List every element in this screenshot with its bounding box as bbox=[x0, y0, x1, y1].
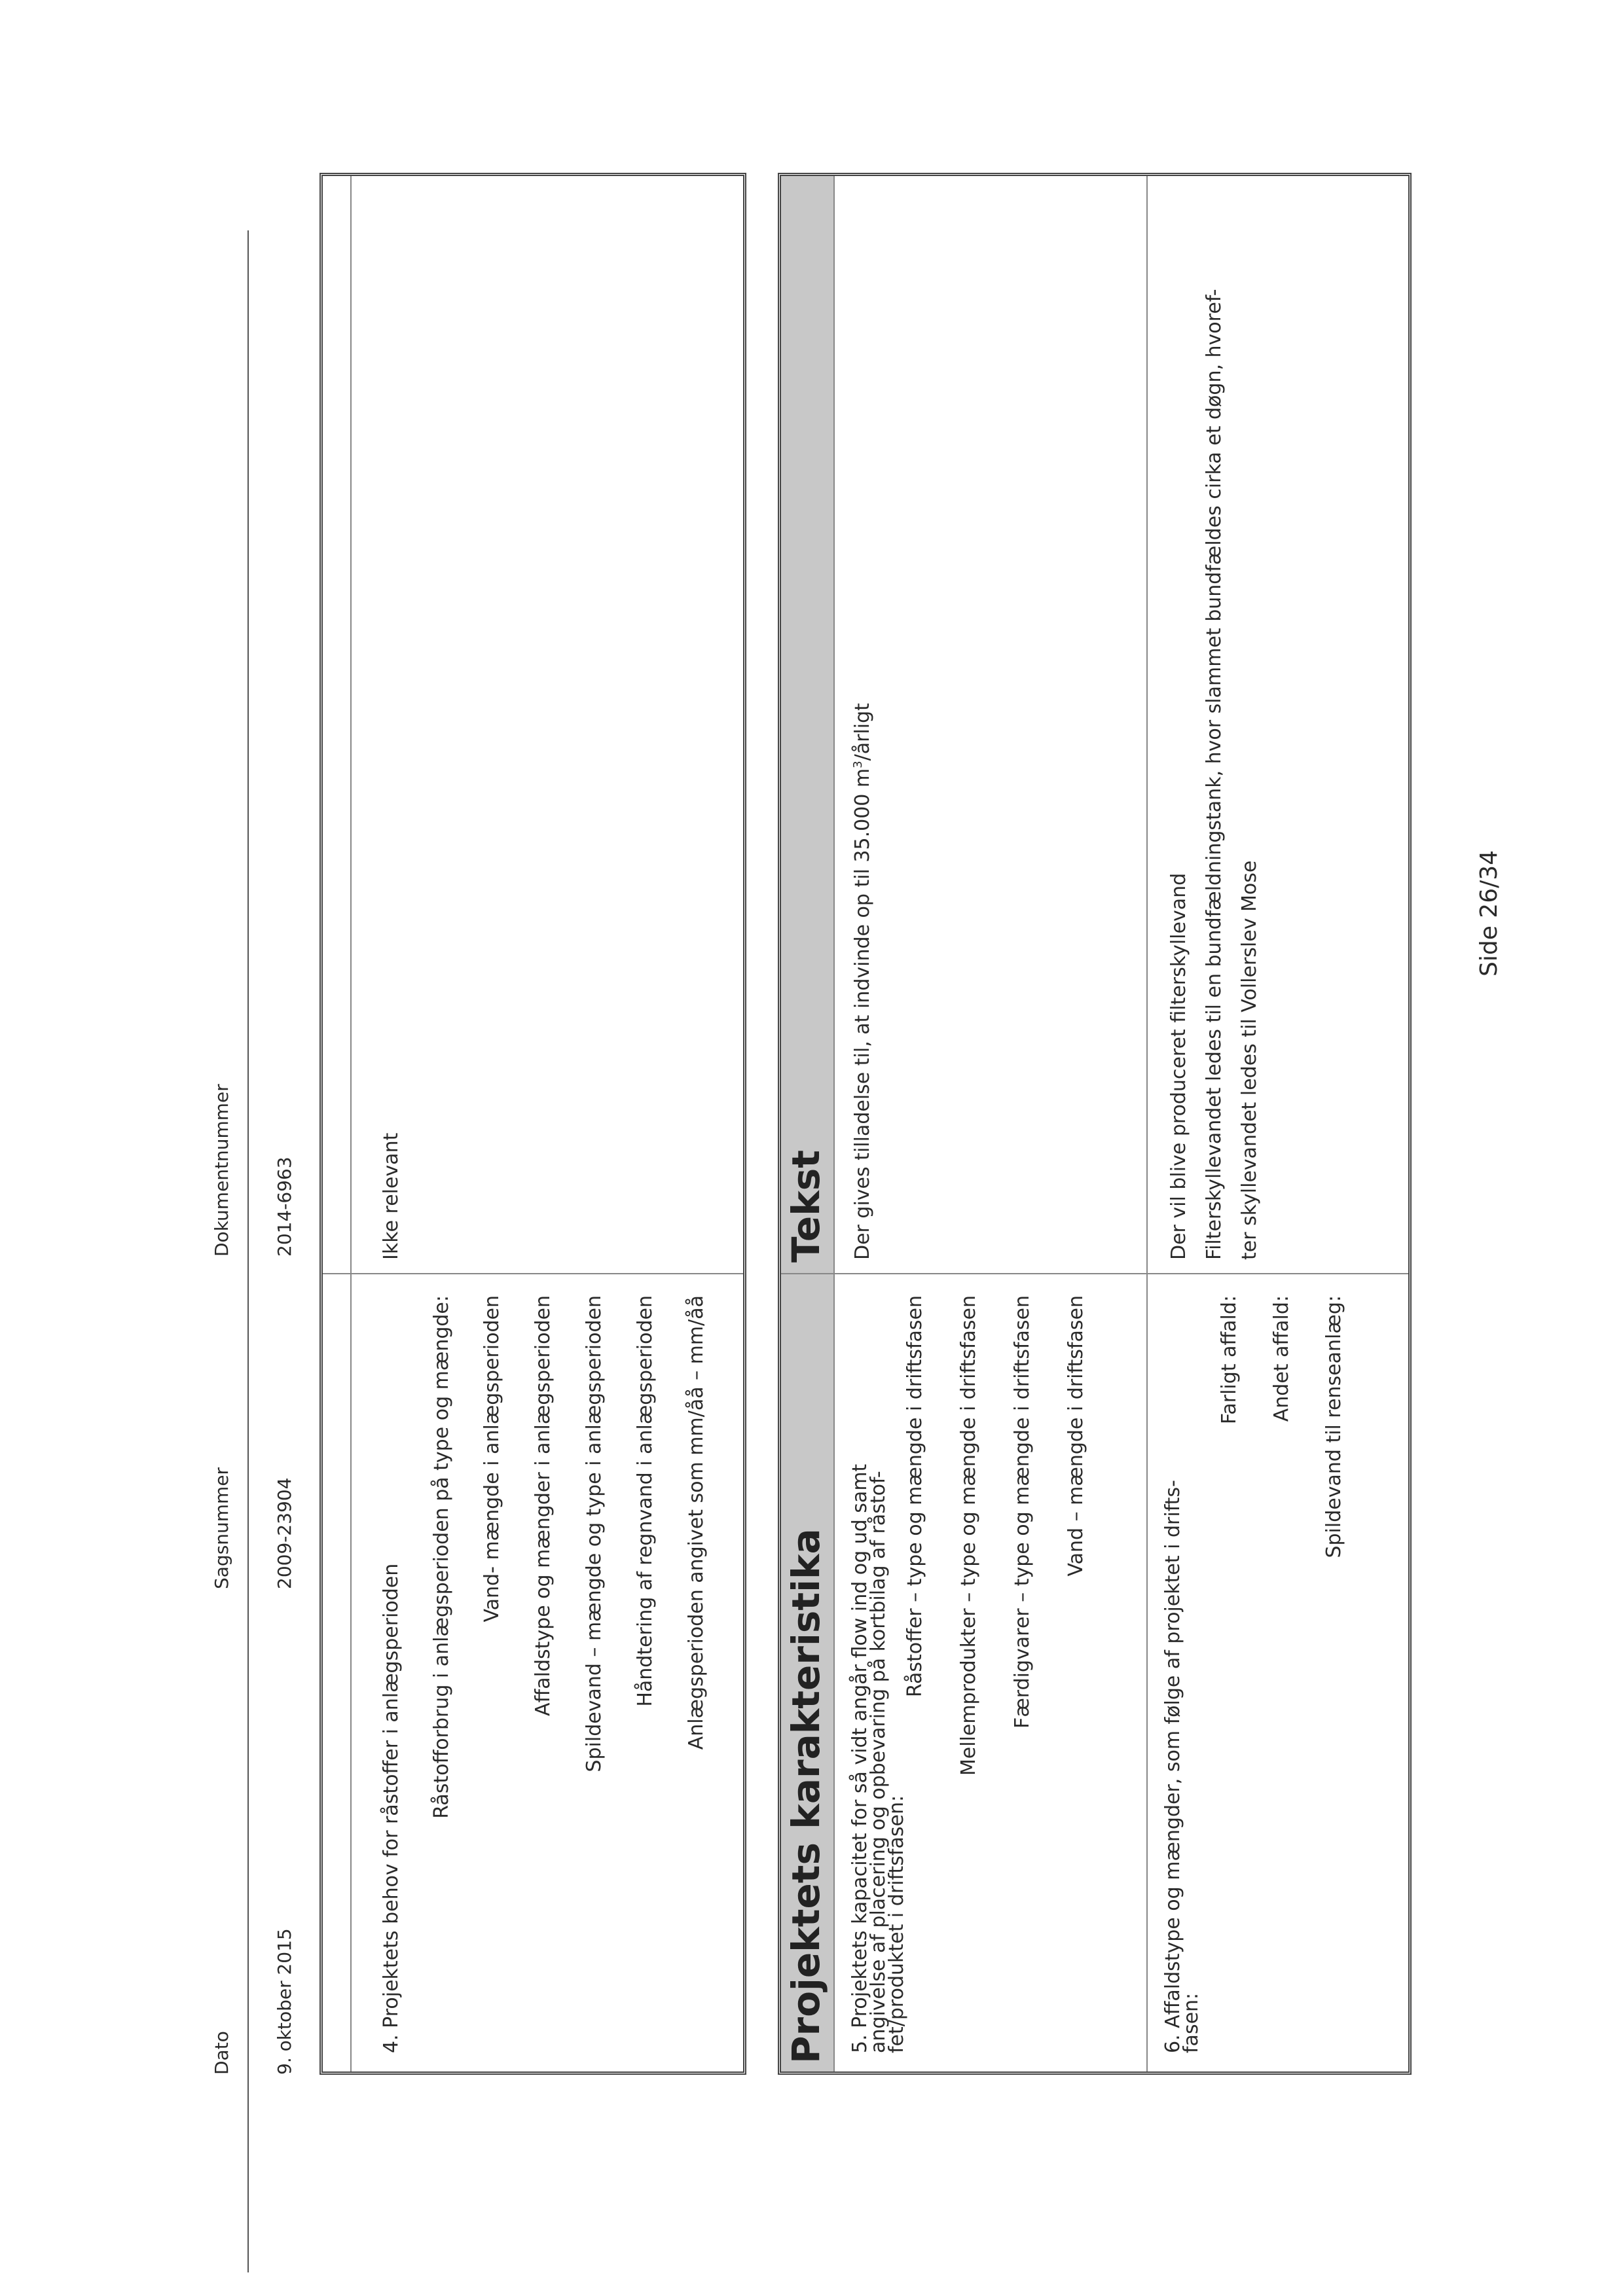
document-number-label: Dokumentnummer bbox=[211, 1084, 232, 1257]
item5-line: fet/produktet i driftsfasen: bbox=[885, 1795, 908, 2053]
item5-row: Råstoffer – type og mængde i driftsfasen bbox=[903, 1295, 926, 1698]
item5-row: Mellemprodukter – type og mængde i driftsfasen bbox=[957, 1295, 980, 1776]
item6-row: Farligt affald: bbox=[1218, 1295, 1241, 1425]
item4-title: 4. Projektets behov for råstoffer i anlægsperioden bbox=[380, 1563, 403, 2053]
heading-project-characteristics: Projektets karakteristika bbox=[784, 1528, 828, 2064]
row-divider bbox=[1146, 176, 1148, 2072]
item5-line: angivelse af placering og opbevaring på kortbilag af råstof- bbox=[867, 1471, 890, 2053]
item6-line: fasen: bbox=[1180, 1992, 1203, 2053]
page-number: Side 26/34 bbox=[1476, 850, 1503, 977]
item4-row: Anlægsperioden angivet som mm/åå – mm/åå bbox=[685, 1295, 708, 1750]
item5-answer-unit: /årligt bbox=[851, 703, 874, 761]
item5-row: Vand – mængde i driftsfasen bbox=[1065, 1295, 1087, 1577]
superscript-3: 3 bbox=[851, 761, 865, 768]
item4-answer: Ikke relevant bbox=[380, 1132, 403, 1260]
heading-text: Tekst bbox=[784, 1149, 828, 1263]
table1-top-gap bbox=[350, 176, 352, 2072]
header-rule bbox=[247, 230, 249, 2272]
item6-row: Spildevand til renseanlæg: bbox=[1322, 1295, 1345, 1558]
table2-column-divider bbox=[781, 1273, 1408, 1274]
item4-row: Råstofforbrug i anlægsperioden på type og mængde: bbox=[430, 1295, 453, 1819]
item4-row: Spildevand – mængde og type i anlægsperioden bbox=[583, 1295, 606, 1772]
item5-row: Færdigvarer – type og mængde i driftsfasen bbox=[1011, 1295, 1034, 1729]
document-number-value: 2014-6963 bbox=[274, 1157, 295, 1257]
date-label: Dato bbox=[211, 2031, 232, 2075]
item5-line: 5. Projektets kapacitet for så vidt angår flow ind og ud samt bbox=[848, 1463, 871, 2053]
item5-answer bbox=[850, 703, 875, 1260]
item6-answer-line: ter skyllevandet ledes til Vollerslev Mose bbox=[1238, 860, 1261, 1260]
item6-line: 6. Affaldstype og mængder, som følge af projektet i drifts- bbox=[1161, 1480, 1184, 2053]
item5-answer-text: Der gives tilladelse til, at indvinde op til 35.000 m bbox=[851, 768, 874, 1260]
case-label: Sagsnummer bbox=[211, 1467, 232, 1589]
table-construction-phase bbox=[319, 173, 746, 2075]
item4-row: Vand- mængde i anlægsperioden bbox=[481, 1295, 503, 1623]
table-project-characteristics bbox=[778, 173, 1412, 2075]
item6-answer-line: Der vil blive produceret filterskyllevand bbox=[1167, 872, 1190, 1260]
date-value: 9. oktober 2015 bbox=[274, 1928, 295, 2075]
item4-row: Affaldstype og mængder i anlægsperioden bbox=[532, 1295, 555, 1716]
item4-row: Håndtering af regnvand i anlægsperioden bbox=[634, 1295, 657, 1707]
heading-divider bbox=[833, 176, 835, 2072]
item6-answer-line: Filterskyllevandet ledes til en bundfældningstank, hvor slammet bundfældes cirka et døgn, hvoref- bbox=[1203, 289, 1226, 1260]
case-value: 2009-23904 bbox=[274, 1477, 295, 1589]
item6-row: Andet affald: bbox=[1270, 1295, 1293, 1422]
table1-column-divider bbox=[323, 1273, 743, 1274]
